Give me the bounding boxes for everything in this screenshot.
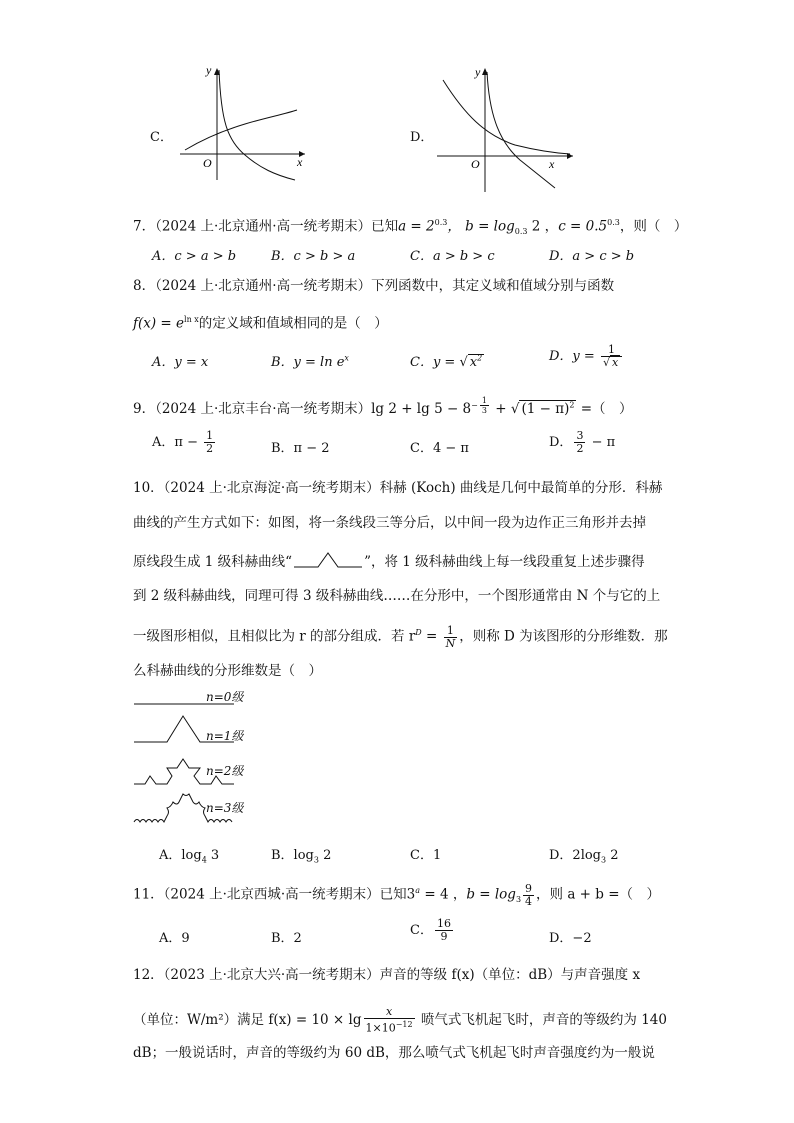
q11-option-d[interactable]: D．−2 bbox=[549, 931, 592, 946]
q10-line4: 到 2 级科赫曲线，同理可得 3 级科赫曲线……在分形中，一个图形通常由 N 个与它的上 bbox=[133, 588, 661, 604]
graph-c-y-label: y bbox=[206, 63, 212, 77]
q9-option-a[interactable]: A．π − $\frac{1}{2}$ bbox=[152, 429, 214, 455]
q9-option-c[interactable]: C．4 − π bbox=[410, 441, 469, 456]
q7-option-c[interactable]: C．a > b > c bbox=[410, 249, 495, 264]
graph-d-svg bbox=[435, 60, 595, 195]
graph-c-svg bbox=[175, 60, 335, 185]
q8-option-d[interactable]: D．y = $\frac{1}{√ x}$ bbox=[549, 344, 624, 369]
graph-c-x-label: x bbox=[297, 155, 303, 169]
q12-line3: dB；一般说话时，声音的等级约为 60 dB，那么喷气式飞机起飞时声音强度约为一般说 bbox=[133, 1045, 655, 1061]
koch-level-3: n=3级 bbox=[206, 801, 244, 815]
q11-option-c[interactable]: C． $\frac{16}{9}$ bbox=[410, 917, 451, 943]
q10-option-a[interactable]: A．$\log_4 3$ bbox=[159, 848, 220, 865]
q10-line6: 么科赫曲线的分形维数是（ ） bbox=[133, 663, 322, 679]
graph-d-y-label: y bbox=[475, 65, 481, 79]
option-d-label: D． bbox=[410, 130, 434, 145]
q10-option-c[interactable]: C．1 bbox=[410, 848, 442, 863]
q11-option-a[interactable]: A．9 bbox=[159, 931, 190, 946]
q8-line1: 8．（2024 上·北京通州·高一统考期末）下列函数中，其定义域和值域分别与函数 bbox=[133, 278, 615, 294]
q10-line2: 曲线的产生方式如下：如图，将一条线段三等分后，以中间一段为边作正三角形并去掉 bbox=[133, 515, 646, 531]
option-c-label: C． bbox=[150, 130, 173, 145]
q11-stem: 11．（2024 上·北京西城·高一统考期末）已知$3^a = 4$ ，$b = \log_3$ $\frac{9}{4}$ ，则 a + b =（ ） bbox=[133, 881, 661, 908]
graph-d-x-label: x bbox=[549, 157, 555, 171]
koch-level-2: n=2级 bbox=[206, 764, 244, 778]
q9-option-d[interactable]: D． $\frac{3}{2}$ − π bbox=[549, 429, 616, 455]
graph-d-curve-2 bbox=[487, 72, 555, 188]
q8-line2: $f(x) = e^{ln x}$的定义域和值域相同的是（ ） bbox=[133, 315, 388, 332]
koch-level1-inline bbox=[292, 551, 364, 569]
q7-stem: 7．（2024 上·北京通州·高一统考期末）已知$a = 2^{0.3}$， $b = \log_{0.3} 2$ ，$c = 0.5^{0.3}$，则（ ） bbox=[133, 218, 688, 237]
q11-option-b[interactable]: B．2 bbox=[271, 931, 302, 946]
q8-option-a[interactable]: A．y = x bbox=[152, 355, 209, 370]
q9-option-b[interactable]: B．π − 2 bbox=[271, 441, 330, 456]
q10-option-d[interactable]: D．$2\log_3$ 2 bbox=[549, 848, 619, 865]
q10-line1: 10．（2024 上·北京海淀·高一统考期末）科赫 (Koch) 曲线是几何中最简单的分形．科赫 bbox=[133, 480, 663, 496]
q12-line1: 12．（2023 上·北京大兴·高一统考期末）声音的等级 f(x)（单位：dB）与声音强度 x bbox=[133, 967, 641, 983]
q7-option-b[interactable]: B．c > b > a bbox=[271, 249, 356, 264]
koch-level-1: n=1级 bbox=[206, 729, 244, 743]
q8-option-b[interactable]: B．$y = \ln e^x$ bbox=[271, 353, 349, 370]
q10-line3: 原线段生成 1 级科赫曲线“ ”，将 1 级科赫曲线上每一线段重复上述步骤得 bbox=[133, 551, 645, 571]
graph-c-origin: O bbox=[203, 156, 212, 170]
graph-c-curve-1 bbox=[185, 110, 297, 150]
graph-d-origin: O bbox=[471, 157, 480, 171]
q8-option-c[interactable]: C．y = √ $x^2$ bbox=[410, 353, 483, 370]
graph-d-curve-1 bbox=[443, 80, 570, 154]
q10-line5: 一级图形相似，且相似比为 r 的部分组成．若 $r^D$ = $\frac{1}{N}$ ，则称 D 为该图形的分形维数．那 bbox=[133, 623, 668, 650]
q10-option-b[interactable]: B．$\log_3 2$ bbox=[271, 848, 332, 865]
q9-stem: 9．（2024 上·北京丰台·高一统考期末）lg $2 + \lg 5 - 8^{- \frac{1}{3}}$ + √ $(1 - \pi)^2$ =（ ） bbox=[133, 396, 633, 417]
koch-level-0: n=0级 bbox=[206, 690, 244, 704]
q7-option-d[interactable]: D．a > c > b bbox=[549, 249, 635, 264]
q7-option-a[interactable]: A．c > a > b bbox=[152, 249, 237, 264]
q12-line2: （单位：W/m²）满足 f(x) = 10 × lg $\frac{x}{1\times 10^{-12}}$ 喷气式飞机起飞时，声音的等级约为 140 bbox=[133, 1005, 667, 1035]
koch-figure bbox=[130, 688, 250, 828]
graph-c-curve-2 bbox=[219, 70, 295, 180]
